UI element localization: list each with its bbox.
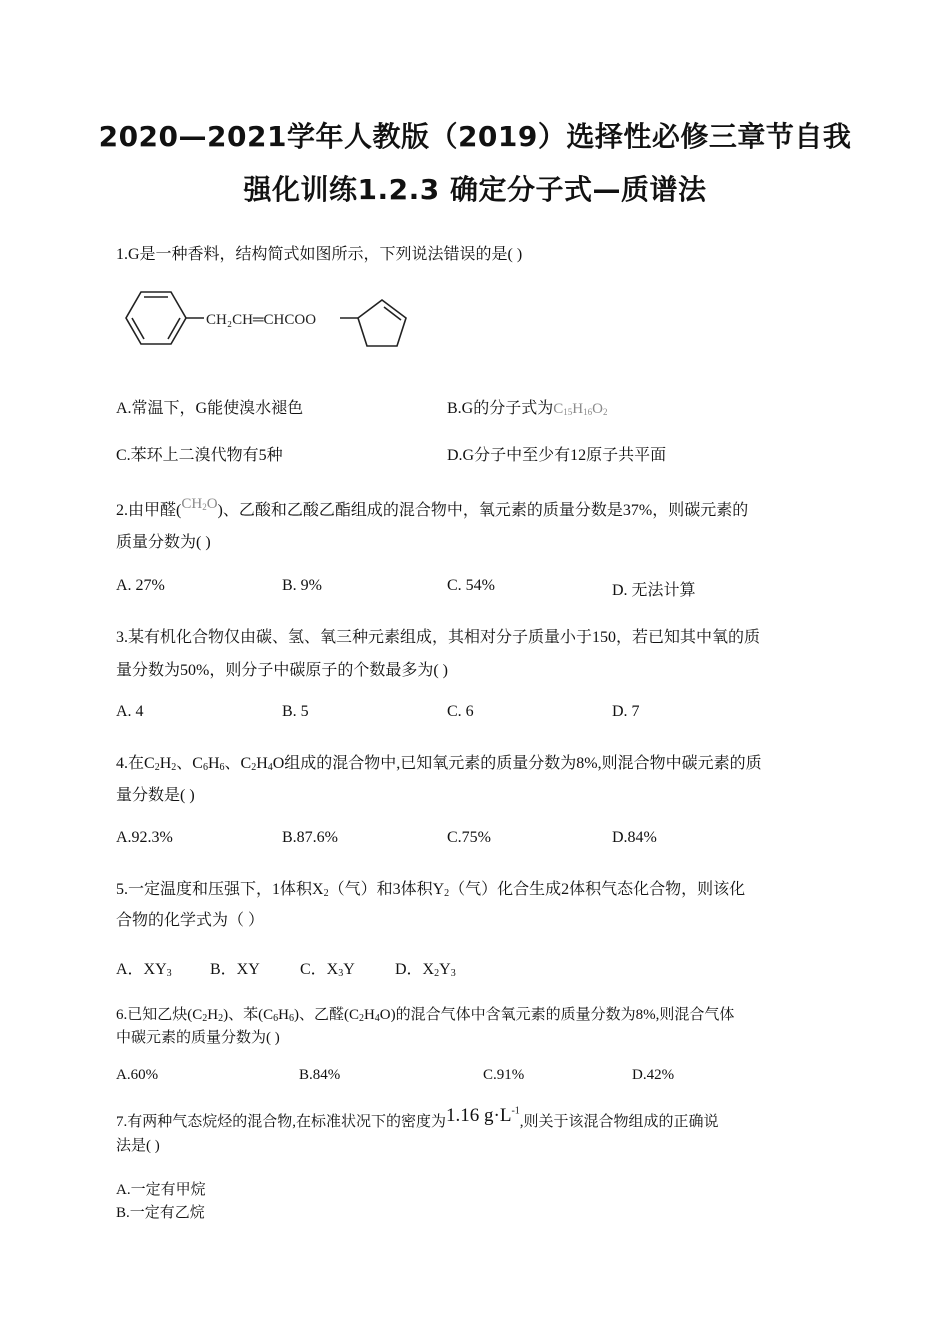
question-3-option-a: A. 4	[116, 703, 144, 720]
question-2-stem-line-2: 质量分数为( )	[116, 534, 211, 551]
question-5-stem: 5.一定温度和压强下，1体积$X_2$（气）和3体积$Y_2$（气）化合生成2体积气态化合物，则该化	[116, 881, 746, 899]
question-3-option-d: D. 7	[612, 703, 640, 720]
question-7-stem-line-2: 法是( )	[116, 1138, 160, 1154]
question-5-option-b: B．XY	[210, 961, 260, 978]
question-5-option-d: D．$X_2Y_3$	[395, 961, 456, 979]
question-3-option-b: B. 5	[282, 703, 309, 720]
question-1-option-c: C.苯环上二溴代物有5种	[116, 447, 283, 464]
document-title-line-2: 强化训练1.2.3 确定分子式—质谱法	[243, 173, 707, 206]
question-2-option-c: C. 54%	[447, 577, 495, 594]
question-6-option-b: B.84%	[299, 1067, 341, 1083]
question-4-stem-line-2: 量分数是( )	[116, 787, 195, 804]
question-6-stem: 6.已知乙炔$(C_2H_2)$、苯$(C_6H_6)$、乙醛$(C_2H_4O)$的混合气体中含氧元素的质量分数为8%,则混合气体	[116, 1007, 735, 1024]
question-4-stem: 4.在$C_2H_2$、$C_6H_6$、$C_2H_4O$组成的混合物中,已知氧元素的质量分数为8%,则混合物中碳元素的质	[116, 755, 762, 773]
document-title-line-1: 2020—2021学年人教版（2019）选择性必修三章节自我	[98, 120, 852, 153]
density-value: 1.16 $g\cdot L^{-1}$	[446, 1105, 520, 1126]
question-3-option-c: C. 6	[447, 703, 474, 720]
question-5-stem-line-2: 合物的化学式为（ ）	[116, 912, 265, 929]
formaldehyde-formula: CH2O	[181, 496, 218, 512]
question-6-option-d: D.42%	[632, 1067, 675, 1083]
question-1-option-b: B.G的分子式为C15H16O2	[447, 400, 608, 417]
question-5-option-c: C．$X_3Y$	[300, 961, 355, 979]
question-4-option-b: B.87.6%	[282, 829, 338, 846]
question-2-option-b: B. 9%	[282, 577, 322, 594]
question-2-option-a: A. 27%	[116, 577, 165, 594]
question-4-option-a: A.92.3%	[116, 829, 173, 846]
question-7-option-b: B.一定有乙烷	[116, 1205, 205, 1221]
question-2-stem: 2.由甲醛(CH2O)、乙酸和乙酸乙酯组成的混合物中，氧元素的质量分数是37%，则碳元素的	[116, 496, 749, 519]
question-4-option-d: D.84%	[612, 829, 657, 846]
question-7-stem: 7.有两种气态烷烃的混合物,在标准状况下的密度为1.16 $g\cdot L^{-1}$,则关于该混合物组成的正确说	[116, 1105, 719, 1130]
question-6-option-c: C.91%	[483, 1067, 525, 1083]
benzene-ring-icon	[126, 292, 186, 344]
question-2-option-d: D. 无法计算	[612, 582, 696, 599]
question-6-option-a: A.60%	[116, 1067, 159, 1083]
question-1-option-d: D.G分子中至少有12原子共平面	[447, 447, 667, 464]
structure-chain-label: CH₂CH═CHCOO	[206, 312, 317, 328]
question-7-option-a: A.一定有甲烷	[116, 1182, 206, 1198]
cyclopentene-ring-icon	[358, 300, 406, 346]
question-5-option-a: A．$XY_3$	[116, 961, 172, 979]
question-6-stem-line-2: 中碳元素的质量分数为( )	[116, 1030, 280, 1046]
molecular-formula: C15H16O2	[553, 401, 608, 417]
question-1-option-a: A.常温下，G能使溴水褪色	[116, 400, 304, 417]
structure-diagram	[118, 284, 418, 354]
question-4-option-c: C.75%	[447, 829, 491, 846]
question-3-stem-line-2: 量分数为50%，则分子中碳原子的个数最多为( )	[116, 662, 448, 679]
question-3-stem: 3.某有机化合物仅由碳、氢、氧三种元素组成，其相对分子质量小于150，若已知其中氧的质	[116, 629, 761, 646]
question-1-stem: 1.G是一种香料，结构简式如图所示，下列说法错误的是( )	[116, 246, 523, 263]
